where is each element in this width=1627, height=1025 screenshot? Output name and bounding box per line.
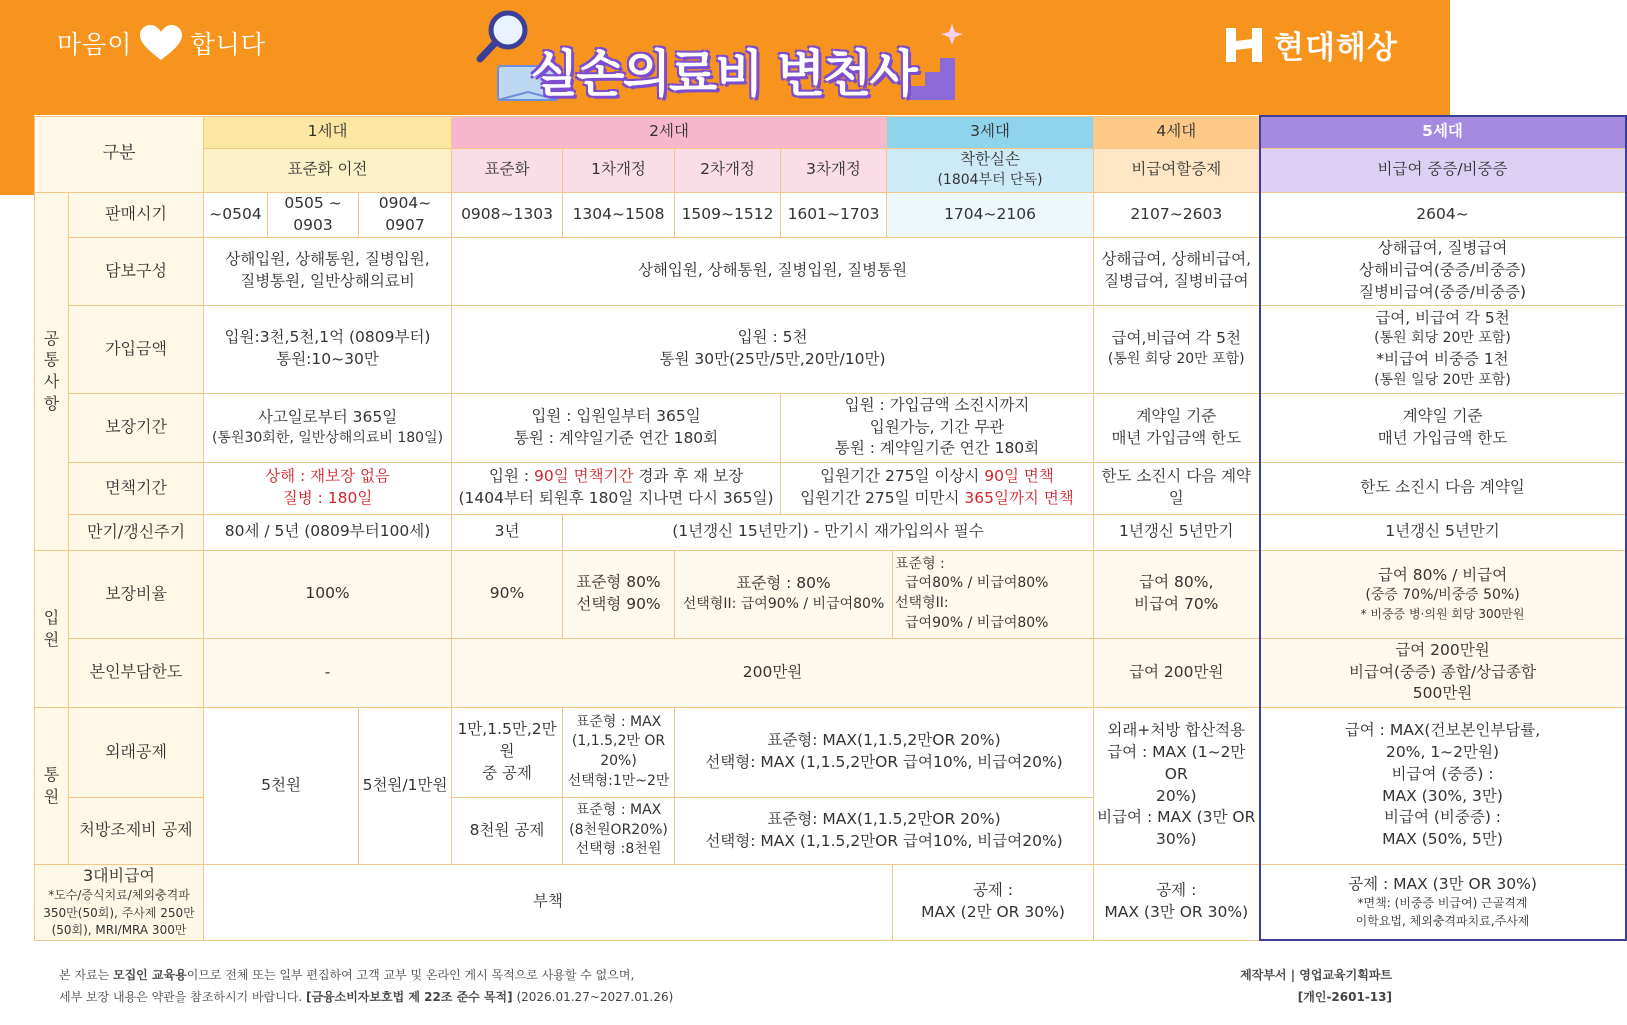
cell: ~0504: [204, 192, 268, 237]
cell: 입원 : 입원일부터 365일 통원 : 계약일기준 연간 180회: [452, 393, 781, 462]
cell: 1년갱신 5년만기: [1094, 514, 1260, 550]
section-common: 공 통 사 항: [35, 192, 69, 550]
cell: 입원기간 275일 이상시 90일 면책 입원기간 275일 미만시 365일까지 면책: [781, 462, 1094, 514]
cell: 0908~1303: [452, 192, 563, 237]
gen2-sub-standard: 표준화: [452, 148, 563, 192]
cell: 0505 ~ 0903: [268, 192, 359, 237]
cell: 표준형 80% 선택형 90%: [563, 550, 675, 638]
gen3-header: 3세대: [887, 116, 1094, 148]
cell: 2107~2603: [1094, 192, 1260, 237]
gen2-sub-rev1: 1차개정: [563, 148, 675, 192]
cell: 0904~ 0907: [359, 192, 452, 237]
cell: 부책: [204, 864, 893, 940]
gen3-sub-line1: 착한실손: [960, 150, 1020, 169]
cell: 표준형 : MAX (1,1.5,2만 OR 20%) 선택형:1만~2만: [563, 707, 675, 797]
cell: 표준형: MAX(1,1.5,2만OR 20%) 선택형: MAX (1,1.5,2만OR 급여10%, 비급여20%): [675, 707, 1094, 797]
cell: 표준형: MAX(1,1.5,2만OR 20%) 선택형: MAX (1,1.5,2만OR 급여10%, 비급여20%): [675, 797, 1094, 864]
cell: 급여 80%, 비급여 70%: [1094, 550, 1260, 638]
cell: 표준형 : 80% 선택형II: 급여90% / 비급여80%: [675, 550, 893, 638]
cell: 5천원/1만원: [359, 707, 452, 864]
section-inpatient: 입 원: [35, 550, 69, 707]
slogan-left: 마음이: [57, 30, 133, 59]
gen2-sub-rev2: 2차개정: [675, 148, 781, 192]
gen2-sub-rev3: 3차개정: [781, 148, 887, 192]
cell: 3년: [452, 514, 563, 550]
cell: 1704~2106: [887, 192, 1094, 237]
row-label-rx-deduct: 처방조제비 공제: [69, 797, 204, 864]
gen1-header: 1세대: [204, 116, 452, 148]
brand-name: 현대해상: [1274, 30, 1398, 66]
cell: (1년갱신 15년만기) - 만기시 재가입의사 필수: [563, 514, 1094, 550]
cell: 계약일 기준 매년 가입금액 한도: [1094, 393, 1260, 462]
cell: 공제 : MAX (2만 OR 30%): [893, 864, 1094, 940]
cell: 한도 소진시 다음 계약일: [1094, 462, 1260, 514]
row-label-coverage: 담보구성: [69, 237, 204, 305]
cell: -: [204, 638, 452, 707]
cell: 한도 소진시 다음 계약일: [1260, 462, 1626, 514]
cell: 입원 : 가입금액 소진시까지 입원가능, 기간 무관 통원 : 계약일기준 연간 180회: [781, 393, 1094, 462]
cell: 8천원 공제: [452, 797, 563, 864]
gen3-sub-line2: (1804부터 단독): [937, 172, 1043, 189]
cell: 1509~1512: [675, 192, 781, 237]
cell: 계약일 기준 매년 가입금액 한도: [1260, 393, 1626, 462]
row-label-period: 보장기간: [69, 393, 204, 462]
gen1-sub: 표준화 이전: [204, 148, 452, 192]
row-label-amount: 가입금액: [69, 305, 204, 393]
gen4-sub: 비급여할증제: [1094, 148, 1260, 192]
cell: 200만원: [452, 638, 1094, 707]
cell: 급여 80% / 비급여 (중증 70%/비중증 50%) * 비중증 병·의원 회당 300만원: [1260, 550, 1626, 638]
comparison-table-wrap: [34, 115, 1627, 941]
cell: 표준형 : MAX (8천원OR20%) 선택형 :8천원: [563, 797, 675, 864]
gen5-header: 5세대: [1260, 116, 1626, 148]
cell: 1만,1.5만,2만원 중 공제: [452, 707, 563, 797]
cell: 급여, 비급여 각 5천 (통원 회당 20만 포함) *비급여 비중증 1천 (통원 일당 20만 포함): [1260, 305, 1626, 393]
cell: 1304~1508: [563, 192, 675, 237]
cell: 100%: [204, 550, 452, 638]
cell: 상해입원, 상해통원, 질병입원, 질병통원: [452, 237, 1094, 305]
footer-department: 제작부서 | 영업교육기획파트 [개인-2601-13]: [1240, 968, 1392, 1004]
page-title: 실손의료비 변천사: [530, 45, 916, 103]
cell: 상해급여, 상해비급여, 질병급여, 질병비급여: [1094, 237, 1260, 305]
row-label-ratio: 보장비율: [69, 550, 204, 638]
title-area: [470, 4, 970, 104]
gen3-sub: [887, 148, 1094, 192]
slogan: [57, 24, 266, 62]
cell: 1601~1703: [781, 192, 887, 237]
cell: 80세 / 5년 (0809부터100세): [204, 514, 452, 550]
cell: 상해입원, 상해통원, 질병입원, 질병통원, 일반상해의료비: [204, 237, 452, 305]
cell: 공제 : MAX (3만 OR 30%): [1094, 864, 1260, 940]
row-label-renewal: 만기/갱신주기: [69, 514, 204, 550]
cell: 입원 : 5천 통원 30만(25만/5만,20만/10만): [452, 305, 1094, 393]
heart-icon: [138, 24, 184, 62]
cell: 입원:3천,5천,1억 (0809부터) 통원:10~30만: [204, 305, 452, 393]
cell: 상해 : 재보장 없음 질병 : 180일: [204, 462, 452, 514]
cell: 표준형 : 급여80% / 비급여80% 선택형II: 급여90% / 비급여80%: [893, 550, 1094, 638]
cell: 5천원: [204, 707, 359, 864]
gen4-header: 4세대: [1094, 116, 1260, 148]
cell: 2604~: [1260, 192, 1626, 237]
cell: 급여 : MAX(건보본인부담률, 20%, 1~2만원) 비급여 (중증) : MAX (30%, 3만) 비급여 (비중증) : MAX (50%, 5만): [1260, 707, 1626, 864]
brand-logo: [1224, 22, 1398, 67]
corner-header: 구분: [35, 116, 204, 192]
cell: 90%: [452, 550, 563, 638]
cell: 외래+처방 합산적용 급여 : MAX (1~2만 OR 20%) 비급여 : MAX (3만 OR 30%): [1094, 707, 1260, 864]
cell: 상해급여, 질병급여 상해비급여(중증/비중증) 질병비급여(중증/비중증): [1260, 237, 1626, 305]
cell: 급여,비급여 각 5천 (통원 회당 20만 포함): [1094, 305, 1260, 393]
row-label-three-major: 3대비급여 *도수/증식치료/체외충격파 350만(50회), 주사제 250만 (50회), MRI/MRA 300만: [35, 864, 204, 940]
cell: 입원 : 90일 면책기간 경과 후 재 보장 (1404부터 퇴원후 180일 지나면 다시 365일): [452, 462, 781, 514]
hyundai-h-icon: [1224, 26, 1264, 64]
row-label-sale-period: 판매시기: [69, 192, 204, 237]
stairs-icon: [910, 58, 955, 100]
cell: 1년갱신 5년만기: [1260, 514, 1626, 550]
footer-disclaimer: 본 자료는 모집인 교육용이므로 전체 또는 일부 편집하여 고객 교부 및 온라인 게시 목적으로 사용할 수 없으며, 세부 보장 내용은 약관을 참조하시기 바랍니다. [금융소비자보호법 제 22조 준수 목적] (2026.01.27~2027.01.26): [59, 968, 674, 1004]
section-outpatient: 통 원: [35, 707, 69, 864]
slogan-right: 합니다: [190, 30, 266, 59]
cell: 급여 200만원 비급여(중증) 종합/상급종합 500만원: [1260, 638, 1626, 707]
cell: 급여 200만원: [1094, 638, 1260, 707]
row-label-exemption: 면책기간: [69, 462, 204, 514]
cell: 공제 : MAX (3만 OR 30%) *면책: (비중증 비급여) 근골격계 이학요법, 체외충격파치료,주사제: [1260, 864, 1626, 940]
gen2-header: 2세대: [452, 116, 887, 148]
row-label-selfpay: 본인부담한도: [69, 638, 204, 707]
gen5-sub: 비급여 중증/비중증: [1260, 148, 1626, 192]
comparison-table: [34, 115, 1627, 941]
cell: 사고일로부터 365일 (통원30회한, 일반상해의료비 180일): [204, 393, 452, 462]
row-label-outpatient-deduct: 외래공제: [69, 707, 204, 797]
